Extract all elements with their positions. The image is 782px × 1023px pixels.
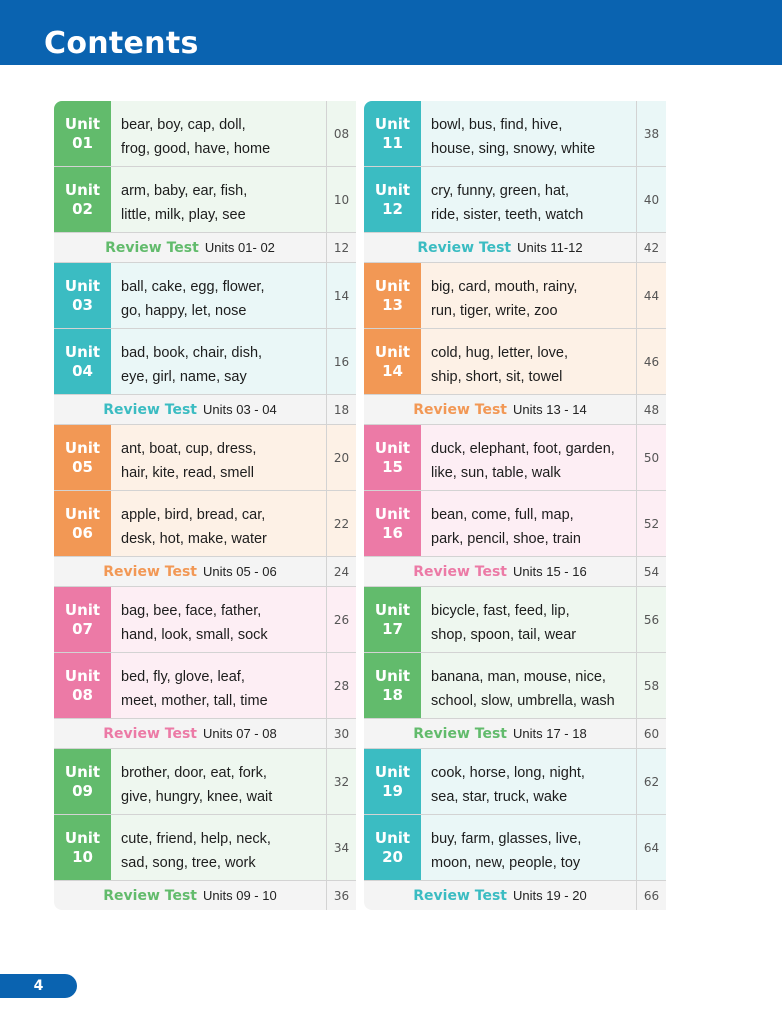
unit-words-line2: sea, star, truck, wake [431, 789, 568, 805]
unit-words-line1: buy, farm, glasses, live, [431, 831, 582, 847]
unit-row[interactable] [364, 587, 666, 653]
review-test-units: Units 03 - 04 [203, 402, 277, 417]
unit-badge [54, 167, 111, 232]
unit-words [111, 263, 327, 328]
unit-number: 20 [382, 847, 403, 866]
page-title: Contents [44, 26, 199, 61]
review-test-label: Review Test [413, 563, 507, 580]
unit-words-line1: ball, cake, egg, flower, [121, 279, 265, 295]
unit-page-number: 10 [333, 192, 350, 207]
review-test-units: Units 05 - 06 [203, 564, 277, 579]
unit-words-line1: cold, hug, letter, love, [431, 345, 569, 361]
review-test-page-number: 12 [333, 240, 350, 255]
unit-words-line1: brother, door, eat, fork, [121, 765, 267, 781]
unit-row[interactable] [364, 749, 666, 815]
review-test-units: Units 11-12 [517, 240, 583, 255]
unit-number: 13 [382, 295, 403, 314]
unit-row[interactable] [54, 263, 356, 329]
unit-page-number: 34 [333, 840, 350, 855]
review-test-units: Units 17 - 18 [513, 726, 587, 741]
unit-words [421, 425, 637, 490]
unit-page-number: 28 [333, 678, 350, 693]
unit-page-number: 38 [643, 126, 660, 141]
unit-page-number: 56 [643, 612, 660, 627]
unit-number: 02 [72, 199, 93, 218]
unit-words-line2: frog, good, have, home [121, 141, 271, 157]
unit-badge-label: Unit [374, 762, 411, 781]
unit-badge-label: Unit [64, 114, 101, 133]
unit-row[interactable] [364, 653, 666, 719]
unit-number: 04 [72, 361, 93, 380]
unit-badge [54, 263, 111, 328]
unit-badge-label: Unit [64, 180, 101, 199]
review-test-label: Review Test [413, 401, 507, 418]
unit-words-line2: eye, girl, name, say [121, 369, 247, 385]
unit-words-line2: house, sing, snowy, white [431, 141, 596, 157]
unit-words [421, 587, 637, 652]
unit-row[interactable] [364, 167, 666, 233]
unit-number: 05 [72, 457, 93, 476]
review-test-label: Review Test [413, 725, 507, 742]
unit-badge [54, 587, 111, 652]
unit-badge-label: Unit [374, 438, 411, 457]
unit-number: 09 [72, 781, 93, 800]
unit-words-line1: bowl, bus, find, hive, [431, 117, 563, 133]
unit-badge [364, 749, 421, 814]
unit-badge [364, 167, 421, 232]
unit-words-line2: give, hungry, knee, wait [121, 789, 273, 805]
unit-words-line2: moon, new, people, toy [431, 855, 581, 871]
review-test-row[interactable] [364, 395, 666, 425]
page-number: 4 [33, 978, 44, 994]
unit-page-number: 16 [333, 354, 350, 369]
unit-words-line2: like, sun, table, walk [431, 465, 561, 481]
unit-number: 03 [72, 295, 93, 314]
unit-number: 08 [72, 685, 93, 704]
unit-badge [54, 491, 111, 556]
unit-number: 01 [72, 133, 93, 152]
unit-badge-label: Unit [374, 504, 411, 523]
contents-column-left [54, 101, 356, 910]
unit-number: 11 [382, 133, 403, 152]
unit-words-line1: big, card, mouth, rainy, [431, 279, 578, 295]
unit-words-line1: duck, elephant, foot, garden, [431, 441, 615, 457]
unit-number: 14 [382, 361, 403, 380]
review-test-cell [54, 719, 327, 748]
unit-words-line1: cute, friend, help, neck, [121, 831, 271, 847]
review-test-row[interactable] [54, 719, 356, 749]
unit-badge [364, 425, 421, 490]
unit-words-line1: apple, bird, bread, car, [121, 507, 266, 523]
unit-words-line1: cry, funny, green, hat, [431, 183, 570, 199]
unit-words [111, 329, 327, 394]
unit-words [421, 815, 637, 880]
unit-words-line1: bicycle, fast, feed, lip, [431, 603, 570, 619]
review-test-row[interactable] [364, 557, 666, 587]
unit-words-line2: ride, sister, teeth, watch [431, 207, 584, 223]
unit-words-line2: school, slow, umbrella, wash [431, 693, 615, 709]
review-test-cell [364, 881, 637, 910]
unit-row[interactable] [54, 329, 356, 395]
review-test-row[interactable] [54, 395, 356, 425]
review-test-label: Review Test [413, 887, 507, 904]
review-test-cell [364, 395, 637, 424]
review-test-row[interactable] [364, 719, 666, 749]
unit-words-line1: bean, come, full, map, [431, 507, 574, 523]
unit-page-number: 40 [643, 192, 660, 207]
unit-badge-label: Unit [374, 600, 411, 619]
unit-row[interactable] [364, 425, 666, 491]
unit-words [111, 491, 327, 556]
unit-row[interactable] [54, 587, 356, 653]
review-test-label: Review Test [103, 563, 197, 580]
unit-number: 06 [72, 523, 93, 542]
unit-words-line2: park, pencil, shoe, train [431, 531, 581, 547]
unit-words-line2: go, happy, let, nose [121, 303, 247, 319]
unit-row[interactable] [54, 491, 356, 557]
unit-words [111, 425, 327, 490]
unit-badge [54, 425, 111, 490]
unit-row[interactable] [54, 425, 356, 491]
unit-badge-label: Unit [374, 666, 411, 685]
review-test-row[interactable] [54, 233, 356, 263]
unit-words-line1: bed, fly, glove, leaf, [121, 669, 245, 685]
unit-words [421, 653, 637, 718]
unit-page-number: 50 [643, 450, 660, 465]
unit-words-line2: meet, mother, tall, time [121, 693, 268, 709]
unit-badge-label: Unit [64, 504, 101, 523]
unit-words [421, 329, 637, 394]
review-test-row[interactable] [54, 881, 356, 910]
review-test-units: Units 09 - 10 [203, 888, 277, 903]
page-header [0, 0, 782, 65]
review-test-units: Units 19 - 20 [513, 888, 587, 903]
review-test-row[interactable] [54, 557, 356, 587]
unit-row[interactable] [364, 491, 666, 557]
unit-page-number: 22 [333, 516, 350, 531]
unit-words [421, 491, 637, 556]
review-test-cell [54, 557, 327, 586]
unit-badge [54, 815, 111, 880]
unit-row[interactable] [54, 167, 356, 233]
unit-row[interactable] [54, 653, 356, 719]
review-test-page-number: 24 [333, 564, 350, 579]
unit-badge-label: Unit [374, 342, 411, 361]
unit-badge [364, 491, 421, 556]
unit-badge [54, 329, 111, 394]
unit-number: 10 [72, 847, 93, 866]
unit-page-number: 52 [643, 516, 660, 531]
unit-words [421, 101, 637, 166]
unit-number: 07 [72, 619, 93, 638]
unit-badge-label: Unit [64, 600, 101, 619]
unit-badge-label: Unit [64, 276, 101, 295]
unit-badge [364, 101, 421, 166]
unit-badge-label: Unit [64, 342, 101, 361]
unit-words-line1: bag, bee, face, father, [121, 603, 262, 619]
unit-words-line1: bear, boy, cap, doll, [121, 117, 246, 133]
unit-words-line1: ant, boat, cup, dress, [121, 441, 257, 457]
unit-page-number: 26 [333, 612, 350, 627]
unit-number: 19 [382, 781, 403, 800]
unit-page-number: 46 [643, 354, 660, 369]
unit-page-number: 14 [333, 288, 350, 303]
unit-badge-label: Unit [64, 762, 101, 781]
unit-page-number: 62 [643, 774, 660, 789]
unit-number: 15 [382, 457, 403, 476]
unit-words [421, 263, 637, 328]
unit-badge [364, 263, 421, 328]
unit-words-line2: shop, spoon, tail, wear [431, 627, 577, 643]
unit-words [111, 749, 327, 814]
unit-words-line1: cook, horse, long, night, [431, 765, 585, 781]
review-test-row[interactable] [364, 233, 666, 263]
review-test-page-number: 30 [333, 726, 350, 741]
review-test-cell [364, 557, 637, 586]
review-test-units: Units 15 - 16 [513, 564, 587, 579]
unit-badge-label: Unit [374, 114, 411, 133]
unit-words [111, 587, 327, 652]
review-test-cell [54, 233, 327, 262]
unit-words [111, 815, 327, 880]
unit-badge-label: Unit [64, 666, 101, 685]
review-test-cell [364, 719, 637, 748]
unit-row[interactable] [54, 815, 356, 881]
review-test-label: Review Test [103, 725, 197, 742]
review-test-cell [364, 233, 637, 262]
review-test-units: Units 07 - 08 [203, 726, 277, 741]
unit-badge [364, 815, 421, 880]
review-test-row[interactable] [364, 881, 666, 910]
unit-page-number: 64 [643, 840, 660, 855]
review-test-label: Review Test [103, 887, 197, 904]
unit-row[interactable] [364, 101, 666, 167]
unit-words-line2: run, tiger, write, zoo [431, 303, 558, 319]
unit-number: 12 [382, 199, 403, 218]
unit-words-line2: sad, song, tree, work [121, 855, 256, 871]
unit-words [111, 101, 327, 166]
unit-row[interactable] [364, 815, 666, 881]
review-test-label: Review Test [103, 401, 197, 418]
unit-badge [364, 587, 421, 652]
unit-words-line2: ship, short, sit, towel [431, 369, 563, 385]
review-test-label: Review Test [417, 239, 512, 256]
page-number-tab [0, 974, 77, 998]
review-test-units: Units 01- 02 [204, 240, 275, 255]
review-test-page-number: 60 [643, 726, 660, 741]
review-test-cell [54, 395, 327, 424]
unit-words-line2: little, milk, play, see [121, 207, 246, 223]
unit-number: 17 [382, 619, 403, 638]
unit-row[interactable] [54, 749, 356, 815]
review-test-label: Review Test [105, 239, 199, 256]
unit-badge [54, 749, 111, 814]
unit-page-number: 58 [643, 678, 660, 693]
unit-badge [54, 101, 111, 166]
unit-page-number: 08 [333, 126, 350, 141]
unit-words-line1: arm, baby, ear, fish, [121, 183, 248, 199]
unit-number: 16 [382, 523, 403, 542]
review-test-page-number: 36 [333, 888, 350, 903]
unit-page-number: 44 [643, 288, 660, 303]
unit-words-line1: bad, book, chair, dish, [121, 345, 263, 361]
review-test-page-number: 18 [333, 402, 350, 417]
review-test-page-number: 42 [643, 240, 660, 255]
review-test-page-number: 66 [643, 888, 660, 903]
review-test-page-number: 54 [643, 564, 660, 579]
review-test-page-number: 48 [643, 402, 660, 417]
unit-row[interactable] [364, 263, 666, 329]
unit-badge-label: Unit [374, 276, 411, 295]
unit-words-line2: hair, kite, read, smell [121, 465, 254, 481]
review-test-cell [54, 881, 327, 910]
unit-page-number: 32 [333, 774, 350, 789]
unit-badge-label: Unit [64, 828, 101, 847]
contents-column-right [364, 101, 666, 910]
unit-words-line2: hand, look, small, sock [121, 627, 268, 643]
unit-number: 18 [382, 685, 403, 704]
unit-row[interactable] [364, 329, 666, 395]
unit-words [111, 167, 327, 232]
unit-badge-label: Unit [374, 180, 411, 199]
unit-words [421, 749, 637, 814]
unit-words [111, 653, 327, 718]
unit-badge [364, 653, 421, 718]
unit-words-line2: desk, hot, make, water [121, 531, 267, 547]
unit-badge-label: Unit [374, 828, 411, 847]
unit-words [421, 167, 637, 232]
unit-page-number: 20 [333, 450, 350, 465]
unit-words-line1: banana, man, mouse, nice, [431, 669, 606, 685]
review-test-units: Units 13 - 14 [513, 402, 587, 417]
unit-badge [364, 329, 421, 394]
unit-badge-label: Unit [64, 438, 101, 457]
unit-row[interactable] [54, 101, 356, 167]
unit-badge [54, 653, 111, 718]
